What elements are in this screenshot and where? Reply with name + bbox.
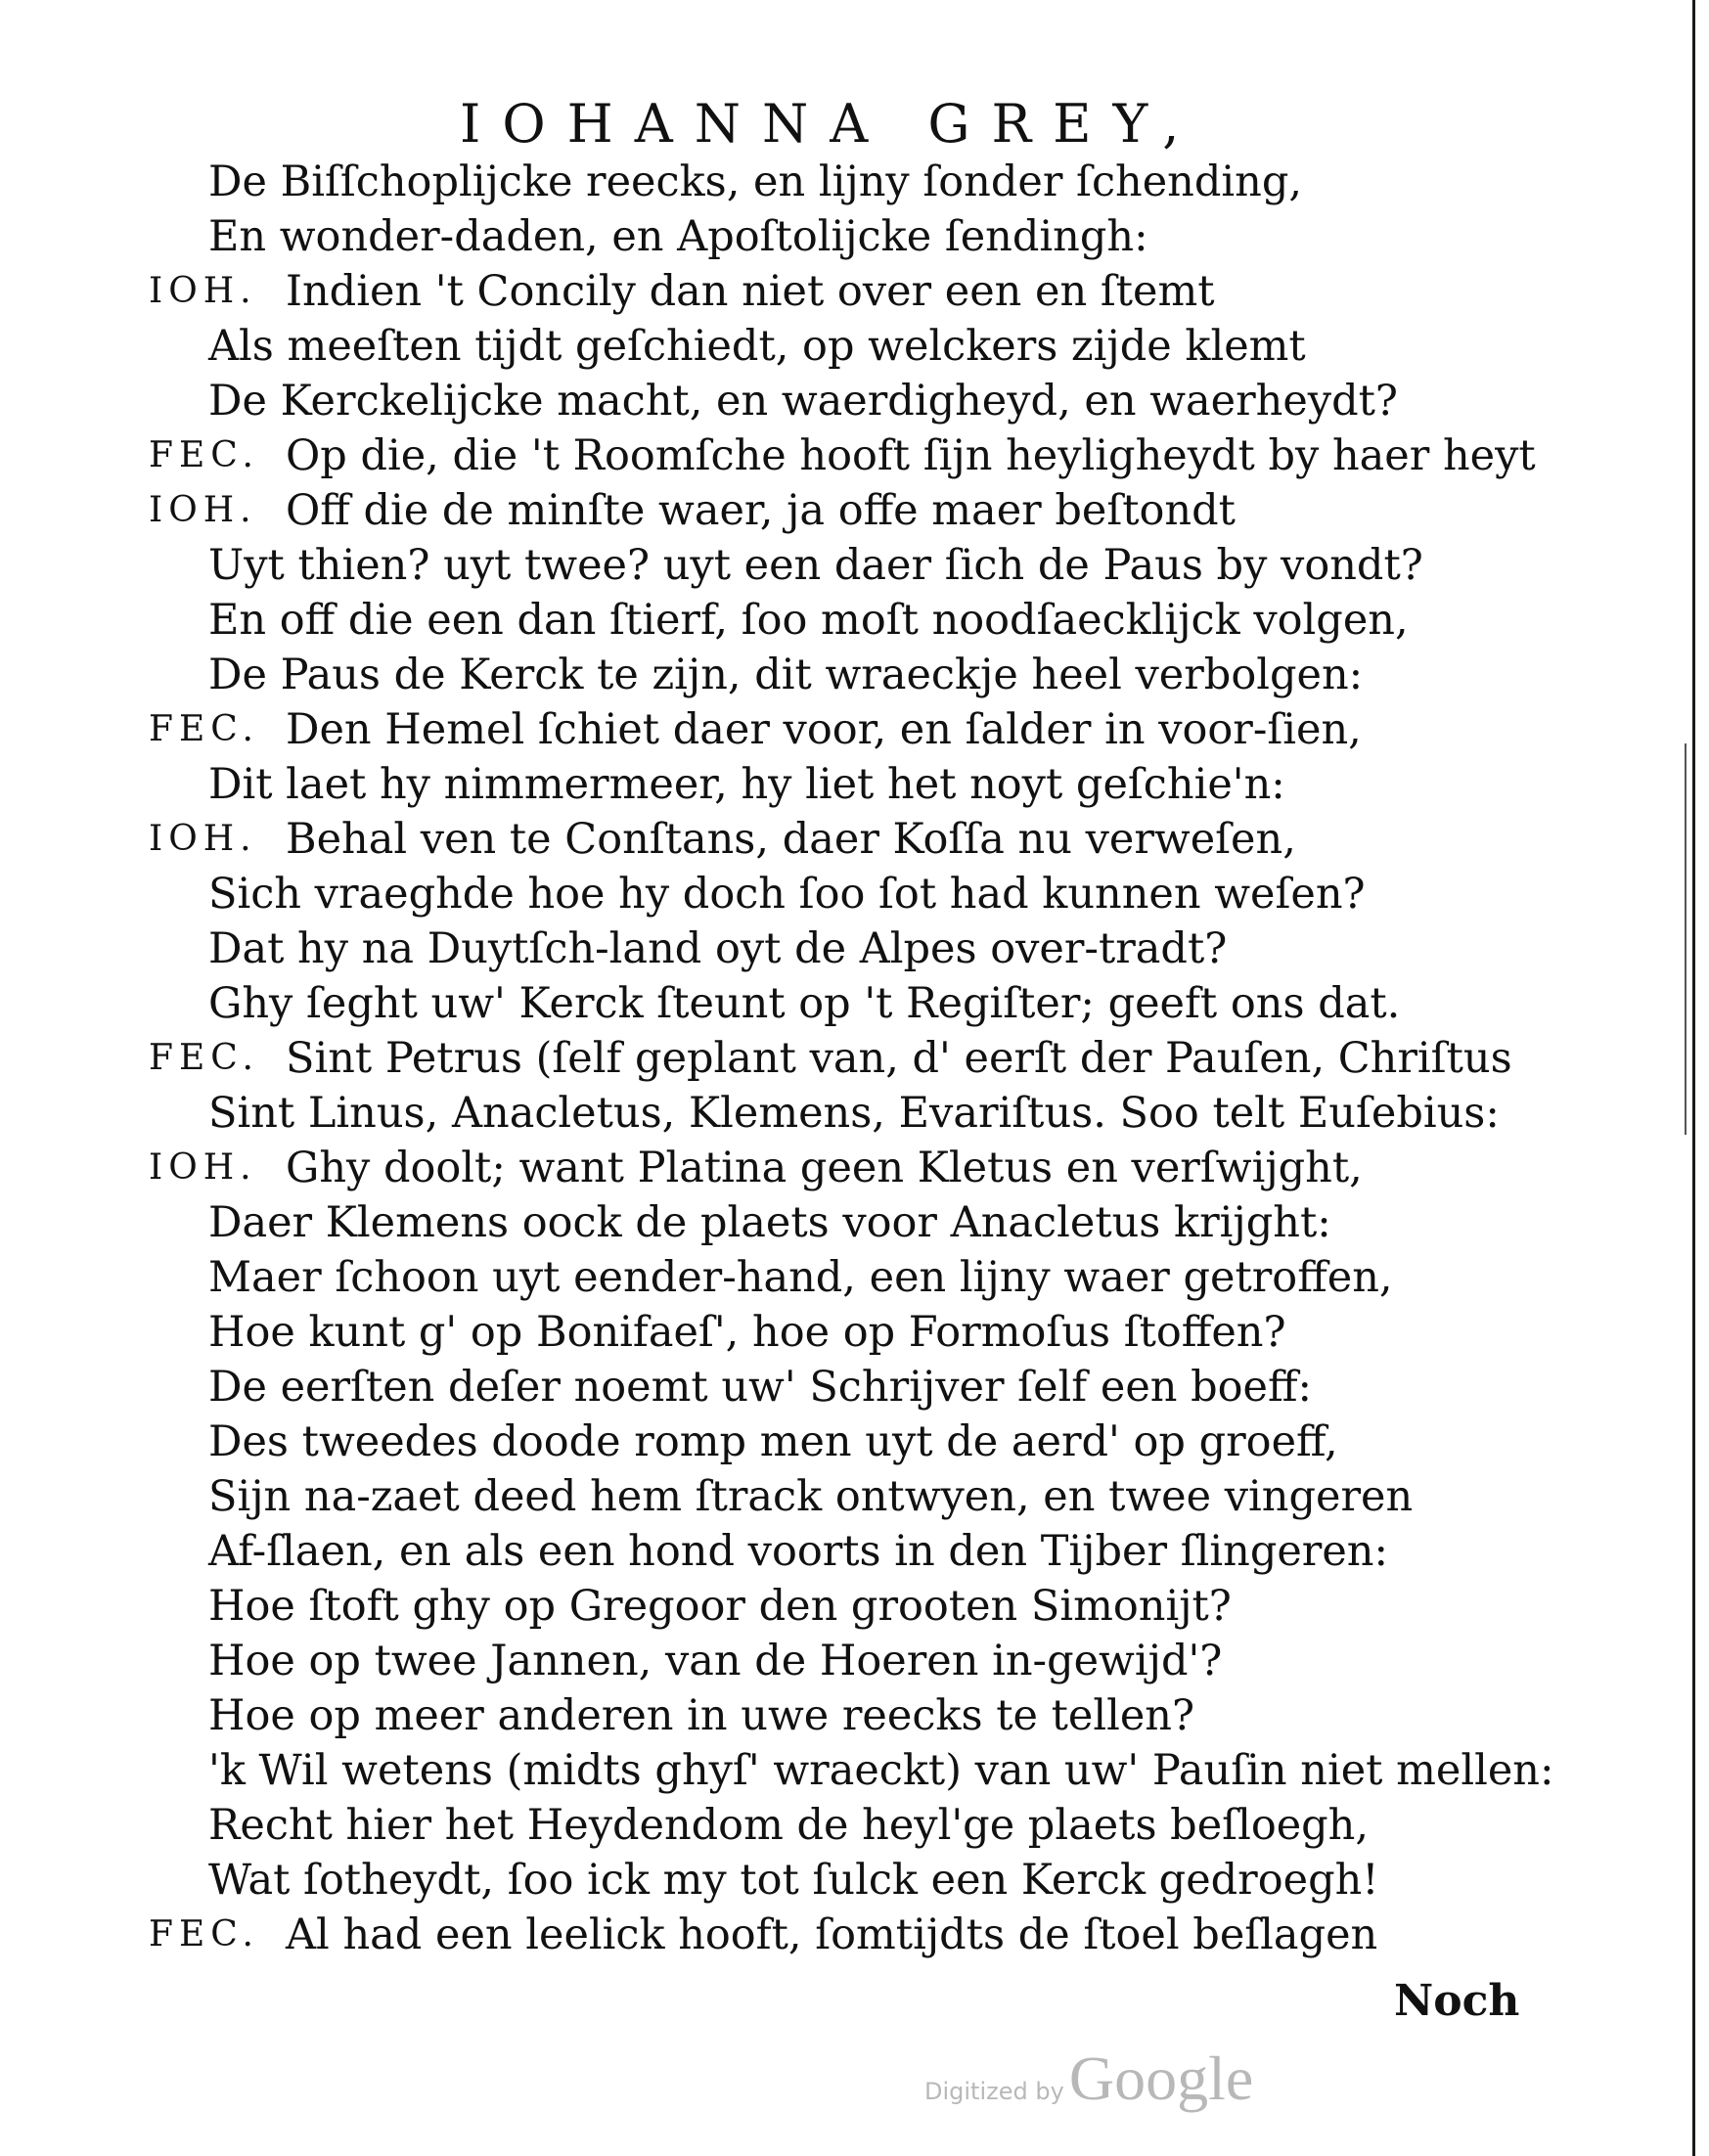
- verse-line: [0, 867, 1709, 921]
- verse-text: Af-ſlaen, en als een hond voorts in den Tijber ſlingeren:: [208, 1527, 1388, 1576]
- verse-text: En off die een dan ſtierf, ſoo moſt noodſaecklijck volgen,: [208, 596, 1409, 645]
- verse-line: [0, 1250, 1709, 1305]
- speaker-label: FEC.: [149, 435, 259, 475]
- running-head: IOHANNA GREY,: [460, 93, 1201, 155]
- verse-line: [0, 1688, 1709, 1743]
- verse-text: Maer ſchoon uyt eender-hand, een lijny waer getroffen,: [208, 1253, 1393, 1302]
- verse-line: [0, 1086, 1709, 1141]
- digitized-prefix: Digitized by: [924, 2078, 1064, 2105]
- verse-line: [0, 1579, 1709, 1634]
- verse-line: [0, 209, 1709, 264]
- verse-text: Als meeſten tijdt geſchiedt, op welckers zijde klemt: [208, 322, 1306, 371]
- verse-line: [0, 1634, 1709, 1688]
- verse-line: [0, 1524, 1709, 1579]
- verse-line: [0, 757, 1709, 812]
- page-edge-rule: [1692, 0, 1695, 2156]
- verse-text: Hoe op twee Jannen, van de Hoeren in-gewijd'?: [208, 1637, 1223, 1685]
- verse-line: [0, 702, 1709, 757]
- verse-text: Al had een leelick hooft, ſomtijdts de ſtoel beſlagen: [286, 1910, 1378, 1959]
- verse-text: Hoe ſtoft ghy op Gregoor den grooten Simonijt?: [208, 1582, 1232, 1631]
- speaker-label: FEC.: [149, 709, 259, 749]
- page-edge-mark: [1685, 743, 1687, 1135]
- verse-line: [0, 1415, 1709, 1469]
- verse-line: [0, 1908, 1709, 1962]
- verse-text: Off die de minſte waer, ja offe maer beſtondt: [286, 486, 1236, 535]
- verse-line: [0, 1743, 1709, 1798]
- speaker-label: IOH.: [149, 819, 257, 859]
- speaker-label: IOH.: [149, 1147, 257, 1188]
- verse-text: Hoe op meer anderen in uwe reecks te tellen?: [208, 1691, 1195, 1740]
- verse-line: [0, 1360, 1709, 1415]
- verse-text: Daer Klemens oock de plaets voor Anacletus krijght:: [208, 1198, 1331, 1247]
- verse-line: [0, 1195, 1709, 1250]
- verse-line: [0, 319, 1709, 374]
- speaker-label: IOH.: [149, 271, 257, 311]
- verse-line: [0, 593, 1709, 648]
- speaker-label: FEC.: [149, 1914, 259, 1954]
- verse-line: [0, 1469, 1709, 1524]
- speaker-label: FEC.: [149, 1038, 259, 1078]
- verse-text: Wat ſotheydt, ſoo ick my tot ſulck een Kerck gedroegh!: [208, 1856, 1379, 1905]
- verse-text: Dit laet hy nimmermeer, hy liet het noyt geſchie'n:: [208, 760, 1285, 809]
- verse-text: De Paus de Kerck te zijn, dit wraeckje heel verbolgen:: [208, 651, 1364, 699]
- verse-line: [0, 374, 1709, 428]
- catchword: Noch: [1394, 1976, 1520, 2026]
- verse-text: Uyt thien? uyt twee? uyt een daer ſich de Paus by vondt?: [208, 541, 1423, 590]
- verse-text: Dat hy na Duytſch-land oyt de Alpes over-tradt?: [208, 924, 1228, 973]
- verse-line: [0, 812, 1709, 867]
- verse-text: Ghy ſeght uw' Kerck ſteunt op 't Regiſter; geeft ons dat.: [208, 979, 1401, 1028]
- verse-line: [0, 264, 1709, 319]
- speaker-label: IOH.: [149, 490, 257, 530]
- verse-text: Op die, die 't Roomſche hooft ſijn heyligheydt by haer heyt: [286, 431, 1536, 480]
- verse-text: 'k Wil wetens (midts ghyſ' wraeckt) van uw' Pauſin niet mellen:: [208, 1746, 1554, 1795]
- verse-text: Recht hier het Heydendom de heyl'ge plaets beſloegh,: [208, 1801, 1370, 1850]
- verse-line: [0, 648, 1709, 702]
- google-wordmark: Google: [1068, 2044, 1254, 2113]
- verse-text: De eerſten deſer noemt uw' Schrijver ſelf een boeff:: [208, 1363, 1313, 1412]
- verse-text: Sich vraeghde hoe hy doch ſoo ſot had kunnen weſen?: [208, 870, 1366, 919]
- verse-line: [0, 1141, 1709, 1195]
- verse-line: [0, 1798, 1709, 1853]
- verse-line: [0, 538, 1709, 593]
- verse-text: Behal ven te Conſtans, daer Koſſa nu verweſen,: [286, 815, 1296, 864]
- verse-text: Sijn na-zaet deed hem ſtrack ontwyen, en twee vingeren: [208, 1472, 1414, 1521]
- verse-line: [0, 155, 1709, 209]
- verse-block: [0, 155, 1709, 1962]
- verse-line: [0, 921, 1709, 976]
- verse-text: De Kerckelijcke macht, en waerdigheyd, en waerheydt?: [208, 377, 1398, 426]
- verse-text: Sint Linus, Anacletus, Klemens, Evariſtus. Soo telt Euſebius:: [208, 1089, 1500, 1138]
- verse-text: Indien 't Concily dan niet over een en ſtemt: [286, 267, 1215, 316]
- verse-line: [0, 1305, 1709, 1360]
- verse-line: [0, 428, 1709, 483]
- verse-text: Den Hemel ſchiet daer voor, en ſalder in voor-ſien,: [286, 705, 1362, 754]
- verse-text: Hoe kunt g' op Bonifaeſ', hoe op Formoſus ſtoffen?: [208, 1308, 1286, 1357]
- verse-line: [0, 1031, 1709, 1086]
- verse-text: Ghy doolt; want Platina geen Kletus en verſwijght,: [286, 1144, 1363, 1192]
- verse-line: [0, 483, 1709, 538]
- verse-text: En wonder-daden, en Apoſtolijcke ſendingh:: [208, 212, 1148, 261]
- digitized-watermark: [924, 2043, 1253, 2115]
- verse-text: Des tweedes doode romp men uyt de aerd' op groeff,: [208, 1417, 1338, 1466]
- verse-line: [0, 976, 1709, 1031]
- verse-line: [0, 1853, 1709, 1908]
- verse-text: De Biſſchoplijcke reecks, en lijny ſonder ſchending,: [208, 157, 1303, 206]
- verse-text: Sint Petrus (ſelf geplant van, d' eerſt der Pauſen, Chriſtus: [286, 1034, 1512, 1083]
